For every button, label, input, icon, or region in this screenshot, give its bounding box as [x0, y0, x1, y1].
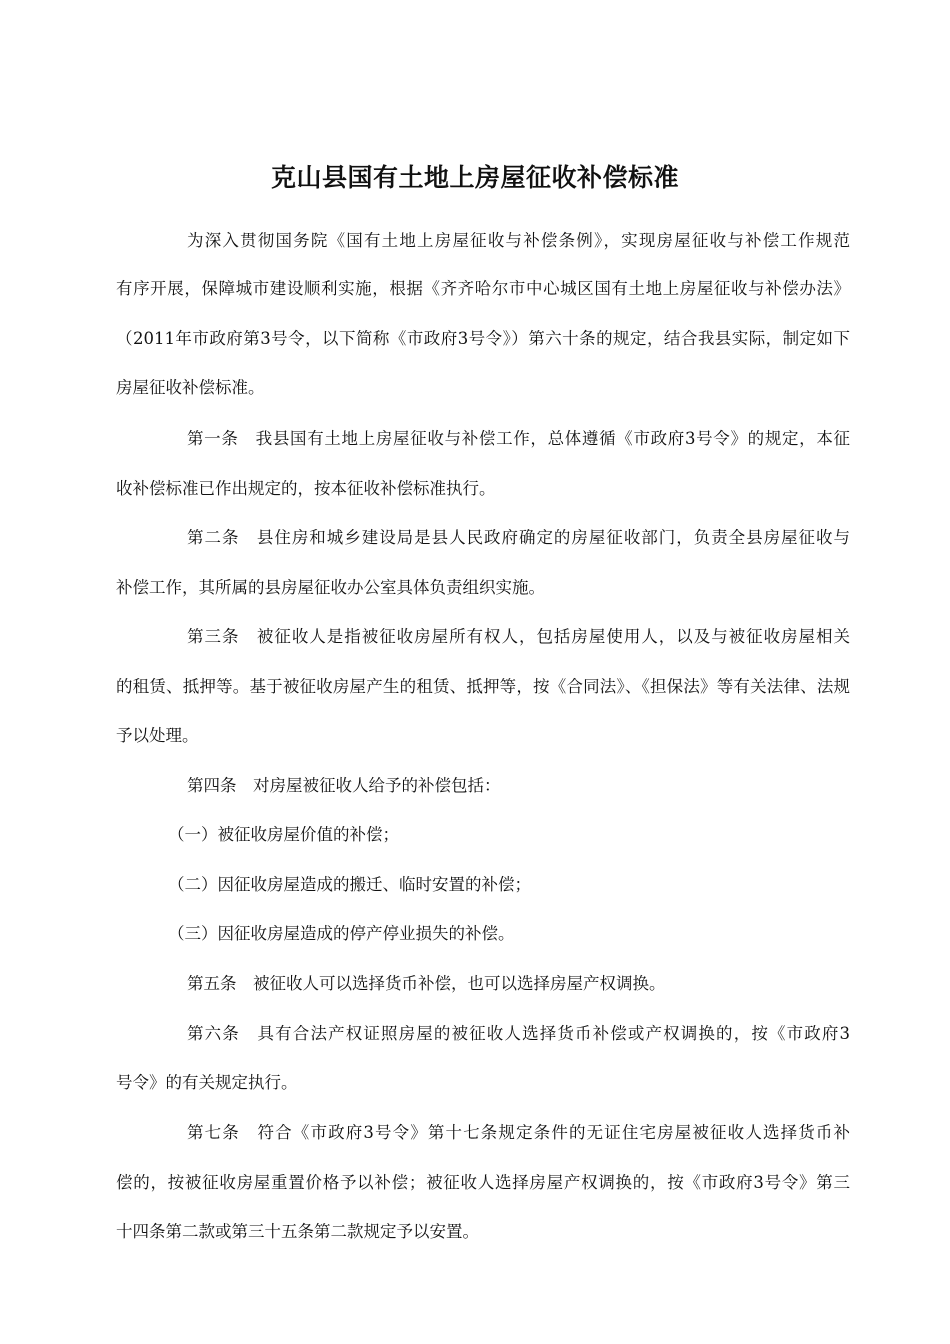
preamble-line-4: 房屋征收补偿标准。 — [116, 378, 265, 397]
article-6-line-1: 第六条 具有合法产权证照房屋的被征收人选择货币补偿或产权调换的，按《市政府3 — [187, 1024, 850, 1043]
article-1-line-1: 第一条 我县国有土地上房屋征收与补偿工作，总体遵循《市政府3号令》的规定，本征 — [187, 429, 850, 448]
article-2-line-1: 第二条 县住房和城乡建设局是县人民政府确定的房屋征收部门，负责全县房屋征收与 — [187, 528, 850, 547]
article-2-line-2: 补偿工作，其所属的县房屋征收办公室具体负责组织实施。 — [116, 578, 545, 597]
preamble-line-1: 为深入贯彻国务院《国有土地上房屋征收与补偿条例》，实现房屋征收与补偿工作规范 — [187, 231, 850, 250]
article-7-line-2: 偿的，按被征收房屋重置价格予以补偿；被征收人选择房屋产权调换的，按《市政府3号令》第三 — [116, 1173, 850, 1192]
article-4-item-2: （二）因征收房屋造成的搬迁、临时安置的补偿； — [168, 875, 531, 894]
article-3-line-3: 予以处理。 — [116, 726, 199, 745]
article-1-line-2: 收补偿标准已作出规定的，按本征收补偿标准执行。 — [116, 479, 496, 498]
article-4-item-3: （三）因征收房屋造成的停产停业损失的补偿。 — [168, 924, 515, 943]
document-title: 克山县国有土地上房屋征收补偿标准 — [270, 163, 679, 192]
article-3-line-1: 第三条 被征收人是指被征收房屋所有权人，包括房屋使用人，以及与被征收房屋相关 — [187, 627, 850, 646]
article-7-line-1: 第七条 符合《市政府3号令》第十七条规定条件的无证住宅房屋被征收人选择货币补 — [187, 1123, 850, 1142]
article-6-line-2: 号令》的有关规定执行。 — [116, 1073, 298, 1092]
article-4-item-1: （一）被征收房屋价值的补偿； — [168, 825, 399, 844]
article-4-line-1: 第四条 对房屋被征收人给予的补偿包括： — [187, 776, 501, 795]
preamble-line-3: （2011年市政府第3号令，以下简称《市政府3号令》）第六十条的规定，结合我县实际，制定如下 — [116, 329, 850, 348]
article-5-line-1: 第五条 被征收人可以选择货币补偿，也可以选择房屋产权调换。 — [187, 974, 666, 993]
article-3-line-2: 的租赁、抵押等。基于被征收房屋产生的租赁、抵押等，按《合同法》、《担保法》等有关法律、法规 — [116, 677, 850, 696]
article-7-line-3: 十四条第二款或第三十五条第二款规定予以安置。 — [116, 1222, 479, 1241]
preamble-line-2: 有序开展，保障城市建设顺利实施，根据《齐齐哈尔市中心城区国有土地上房屋征收与补偿办法》 — [116, 279, 850, 298]
